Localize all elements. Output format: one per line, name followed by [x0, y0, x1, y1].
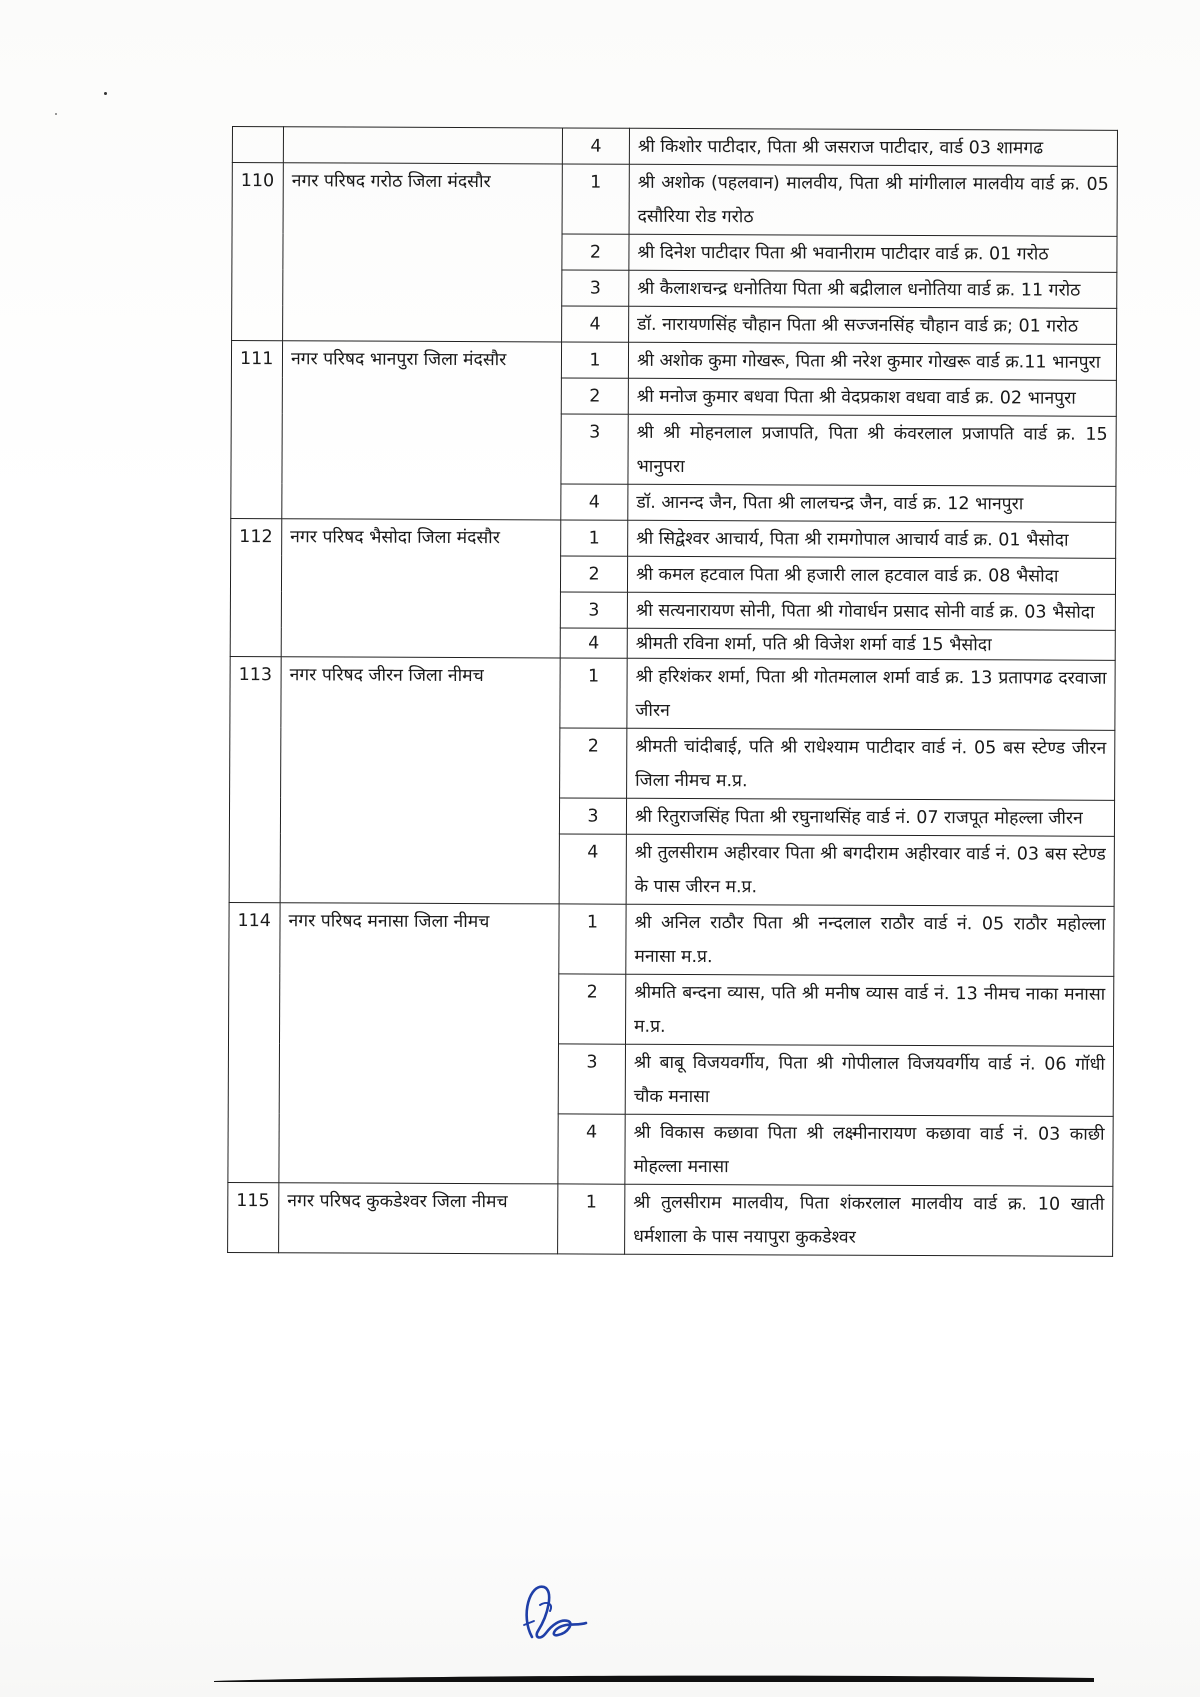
- local-body-cell: नगर परिषद कुकडेश्वर जिला नीमच: [279, 1183, 558, 1254]
- nominee-table-body: [228, 127, 1118, 1257]
- member-index-cell: 1: [558, 1184, 625, 1254]
- member-name-cell: श्री बाबू विजयवर्गीय, पिता श्री गोपीलाल विजयवर्गीय वार्ड नं. 06 गॉधी चौक मनासा: [625, 1044, 1113, 1116]
- member-name-cell: श्री तुलसीराम मालवीय, पिता शंकरलाल मालवीय वार्ड क्र. 10 खाती धर्मशाला के पास नयापुरा कुकडेश्वर: [625, 1184, 1113, 1256]
- member-name-cell: श्री विकास कछावा पिता श्री लक्ष्मीनारायण कछावा वार्ड नं. 03 काछी मोहल्ला मनासा: [625, 1114, 1113, 1186]
- member-name-cell: श्री अशोक (पहलवान) मालवीय, पिता श्री मांगीलाल मालवीय वार्ड क्र. 05 दसौरिया रोड गरोठ: [629, 164, 1117, 236]
- member-index-cell: 4: [558, 1114, 625, 1184]
- member-index-cell: 4: [562, 306, 629, 342]
- table-row: [231, 518, 1116, 558]
- member-index-cell: 4: [560, 628, 627, 658]
- member-name-cell: श्री अनिल राठौर पिता श्री नन्दलाल राठौर वार्ड नं. 05 राठौर महोल्ला मनासा म.प्र.: [626, 904, 1114, 976]
- member-index-cell: 2: [562, 234, 629, 270]
- member-index-cell: 1: [561, 520, 628, 556]
- member-name-cell: श्री दिनेश पाटीदार पिता श्री भवानीराम पाटीदार वार्ड क्र. 01 गरोठ: [629, 234, 1117, 272]
- member-index-cell: 3: [559, 798, 626, 834]
- member-name-cell: श्री अशोक कुमा गोखरू, पिता श्री नरेश कुमार गोखरू वार्ड क्र.11 भानपुरा: [628, 342, 1116, 380]
- member-index-cell: 1: [559, 904, 626, 974]
- member-index-cell: 2: [561, 378, 628, 414]
- table-row: [232, 163, 1117, 237]
- member-index-cell: 3: [560, 592, 627, 628]
- member-name-cell: श्री तुलसीराम अहीरवार पिता श्री बगदीराम अहीरवार वार्ड नं. 03 बस स्टेण्ड के पास जीरन म.प्र.: [626, 834, 1114, 906]
- member-index-cell: 4: [562, 128, 629, 164]
- serial-number-cell: 115: [228, 1182, 279, 1252]
- member-name-cell: श्री रितुराजसिंह पिता श्री रघुनाथसिंह वार्ड नं. 07 राजपूत मोहल्ला जीरन: [626, 798, 1114, 836]
- serial-number-cell: 113: [229, 656, 281, 902]
- member-name-cell: श्री मनोज कुमार बधवा पिता श्री वेदप्रकाश वधवा वार्ड क्र. 02 भानपुरा: [628, 378, 1116, 416]
- member-index-cell: 4: [561, 484, 628, 520]
- local-body-cell: नगर परिषद गरोठ जिला मंदसौर: [283, 163, 563, 342]
- scan-speck: [104, 92, 107, 95]
- member-index-cell: 2: [558, 974, 625, 1044]
- local-body-cell: [283, 127, 562, 164]
- serial-number-cell: 114: [228, 902, 280, 1182]
- member-name-cell: डॉ. आनन्द जैन, पिता श्री लालचन्द्र जैन, वार्ड क्र. 12 भानपुरा: [628, 484, 1116, 522]
- serial-number-cell: [232, 127, 283, 163]
- member-name-cell: श्री श्री मोहनलाल प्रजापति, पिता श्री कंवरलाल प्रजापति वार्ड क्र. 15 भानुपरा: [628, 414, 1116, 486]
- member-index-cell: 1: [561, 342, 628, 378]
- member-index-cell: 3: [562, 270, 629, 306]
- member-name-cell: श्री किशोर पाटीदार, पिता श्री जसराज पाटीदार, वार्ड 03 शामगढ: [629, 128, 1117, 166]
- member-name-cell: डॉ. नारायणसिंह चौहान पिता श्री सज्जनसिंह चौहान वार्ड क्र; 01 गरोठ: [629, 306, 1117, 344]
- local-body-cell: नगर परिषद जीरन जिला नीमच: [280, 657, 560, 904]
- member-index-cell: 3: [561, 414, 628, 484]
- member-index-cell: 1: [560, 658, 627, 728]
- local-body-cell: नगर परिषद मनासा जिला नीमच: [279, 903, 559, 1184]
- table-row: [231, 341, 1116, 381]
- serial-number-cell: 110: [232, 163, 284, 341]
- nominee-table: [227, 126, 1118, 1257]
- table-row: [228, 1182, 1113, 1256]
- member-name-cell: श्रीमति बन्दना व्यास, पति श्री मनीष व्यास वार्ड नं. 13 नीमच नाका मनासा म.प्र.: [625, 974, 1113, 1046]
- member-index-cell: 1: [562, 164, 629, 234]
- member-index-cell: 2: [560, 556, 627, 592]
- member-name-cell: श्री कैलाशचन्द्र धनोतिया पिता श्री बद्रीलाल धनोतिया वार्ड क्र. 11 गरोठ: [629, 270, 1117, 308]
- local-body-cell: नगर परिषद भैसोदा जिला मंदसौर: [281, 519, 561, 658]
- table-row: [229, 902, 1114, 976]
- local-body-cell: नगर परिषद भानपुरा जिला मंदसौर: [282, 341, 562, 520]
- member-name-cell: श्रीमती रविना शर्मा, पति श्री विजेश शर्मा वार्ड 15 भैसोदा: [627, 628, 1115, 660]
- member-name-cell: श्री हरिशंकर शर्मा, पिता श्री गोतमलाल शर्मा वार्ड क्र. 13 प्रतापगढ दरवाजा जीरन: [627, 658, 1115, 730]
- scan-speck: [55, 113, 57, 115]
- page-bottom-shadow: [214, 1672, 1094, 1682]
- table-row: [232, 127, 1117, 167]
- member-name-cell: श्री कमल हटवाल पिता श्री हजारी लाल हटवाल वार्ड क्र. 08 भैसोदा: [627, 556, 1115, 594]
- table-row: [230, 656, 1115, 730]
- member-name-cell: श्री सिद्वेश्वर आचार्य, पिता श्री रामगोपाल आचार्य वार्ड क्र. 01 भैसोदा: [628, 520, 1116, 558]
- signature-icon: [510, 1575, 590, 1647]
- member-index-cell: 3: [558, 1044, 625, 1114]
- member-name-cell: श्री सत्यनारायण सोनी, पिता श्री गोवार्धन प्रसाद सोनी वार्ड क्र. 03 भैसोदा: [627, 592, 1115, 630]
- serial-number-cell: 112: [230, 518, 282, 656]
- serial-number-cell: 111: [231, 341, 283, 519]
- member-index-cell: 2: [560, 728, 627, 798]
- member-name-cell: श्रीमती चांदीबाई, पति श्री राधेश्याम पाटीदार वार्ड नं. 05 बस स्टेण्ड जीरन जिला नीमच म.प्र.: [627, 728, 1115, 800]
- member-index-cell: 4: [559, 834, 626, 904]
